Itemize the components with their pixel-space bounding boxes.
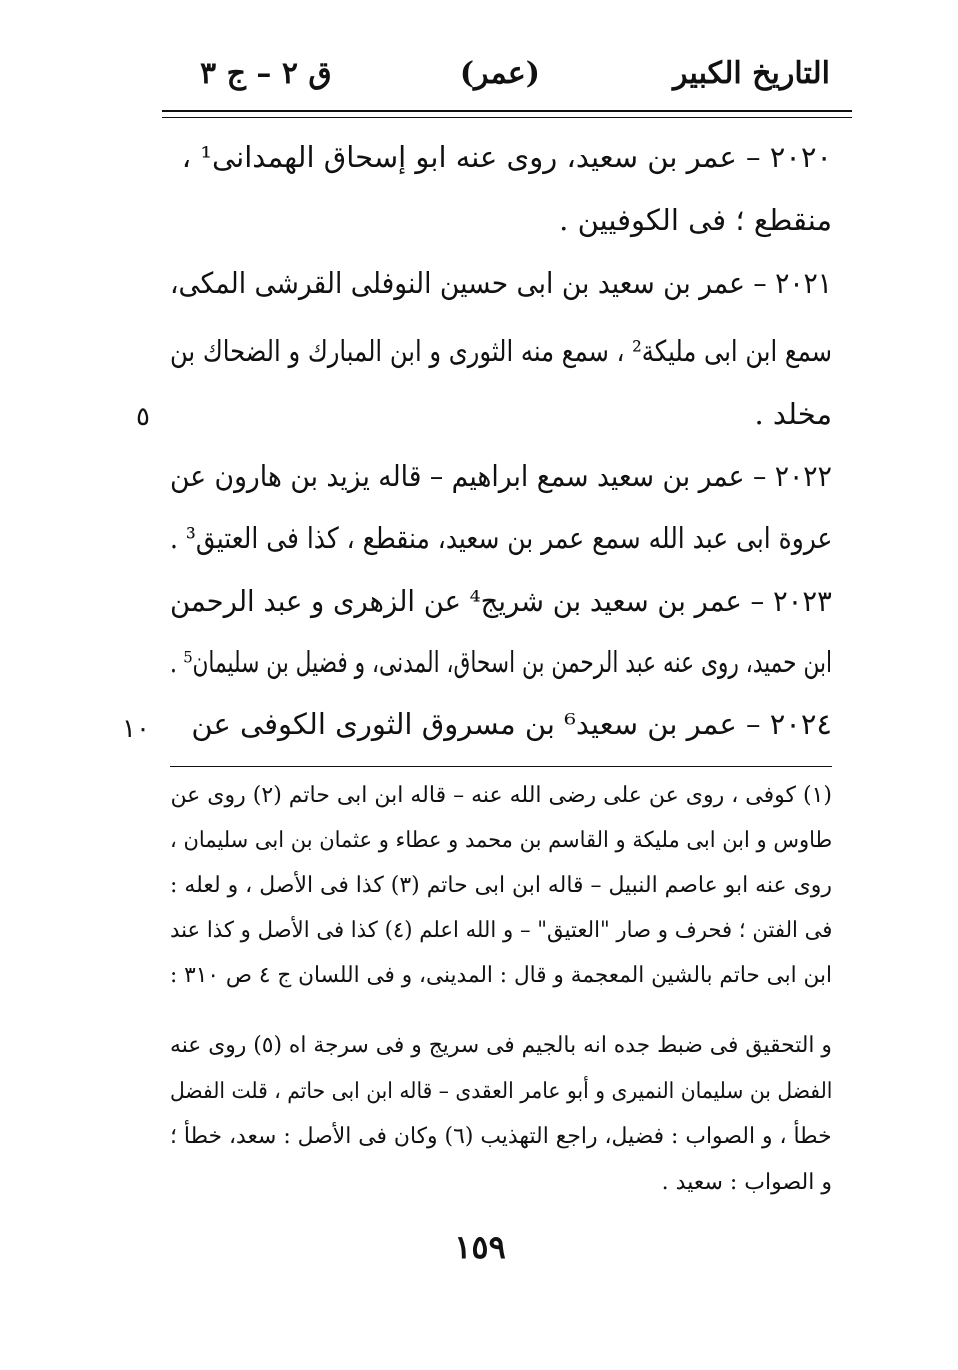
body-line: ٢٠٢٢ – عمر بن سعيد سمع ابراهيم – قاله يزيد بن هارون عن bbox=[170, 459, 832, 493]
footnote-line: (١) كوفى ، روى عن على رضى الله عنه – قاله ابن ابى حاتم (٢) روى عن bbox=[170, 783, 832, 808]
body-line: ٢٠٢٣ – عمر بن سعيد بن شريج⁴ عن الزهرى و عبد الرحمن bbox=[170, 584, 832, 618]
footnote-line: روى عنه ابو عاصم النبيل – قاله ابن ابى حاتم (٣) كذا فى الأصل ، و لعله : bbox=[170, 873, 832, 898]
footnote-line: خطأ ، و الصواب : فضيل، راجع التهذيب (٦) وكان فى الأصل : سعد، خطأ ؛ bbox=[170, 1124, 832, 1149]
footnote-line: الفضل بن سليمان النميرى و أبو عامر العقدى – قاله ابن ابى حاتم ، قلت الفضل bbox=[169, 1079, 832, 1104]
body-line: ٢٠٢١ – عمر بن سعيد بن ابى حسين النوفلى القرشى المكى، bbox=[169, 266, 832, 300]
page-number: ١٥٩ bbox=[454, 1228, 506, 1266]
footnote-line: ابن ابى حاتم بالشين المعجمة و قال : المدينى، و فى اللسان ج ٤ ص ٣١٠ : bbox=[169, 963, 832, 988]
header-book-title: التاريخ الكبير bbox=[672, 56, 830, 91]
line-number-5: ٥ bbox=[136, 402, 150, 432]
body-line: ابن حميد، روى عنه عبد الرحمن بن اسحاق، المدنى، و فضيل بن سليمان⁵ . bbox=[169, 645, 833, 679]
footnote-line: فى الفتن ؛ فحرف و صار "العتيق" – و الله اعلم (٤) كذا فى الأصل و كذا عند bbox=[169, 918, 832, 943]
body-line: ٢٠٢٠ – عمر بن سعيد، روى عنه ابو إسحاق الهمدانى¹ ، bbox=[181, 140, 832, 174]
running-header bbox=[170, 52, 840, 102]
header-rule-thin bbox=[162, 117, 852, 118]
body-line: منقطع ؛ فى الكوفيين . bbox=[559, 203, 832, 237]
header-rule-thick bbox=[162, 110, 852, 112]
body-line: ٢٠٢٤ – عمر بن سعيد⁶ بن مسروق الثورى الكوفى عن bbox=[191, 707, 832, 741]
body-line: سمع ابن ابى مليكة² ، سمع منه الثورى و ابن المبارك و الضحاك بن bbox=[170, 334, 832, 368]
line-number-10: ١٠ bbox=[122, 714, 150, 744]
footnote-line: طاوس و ابن ابى مليكة و القاسم بن محمد و عطاء و عثمان بن ابى سليمان ، bbox=[169, 828, 832, 853]
footnote-line: و الصواب : سعيد . bbox=[661, 1170, 832, 1195]
body-line: مخلد . bbox=[754, 397, 832, 431]
footnote-line: و التحقيق فى ضبط جده انه بالجيم فى سريج و فى سرجة اه (٥) روى عنه bbox=[170, 1033, 832, 1058]
header-volume: ق ٢ – ج ٣ bbox=[200, 56, 332, 91]
footnote-rule bbox=[170, 766, 832, 767]
header-section: (عمر) bbox=[459, 56, 540, 91]
body-line: عروة ابى عبد الله سمع عمر بن سعيد، منقطع ، كذا فى العتيق³ . bbox=[169, 521, 832, 555]
